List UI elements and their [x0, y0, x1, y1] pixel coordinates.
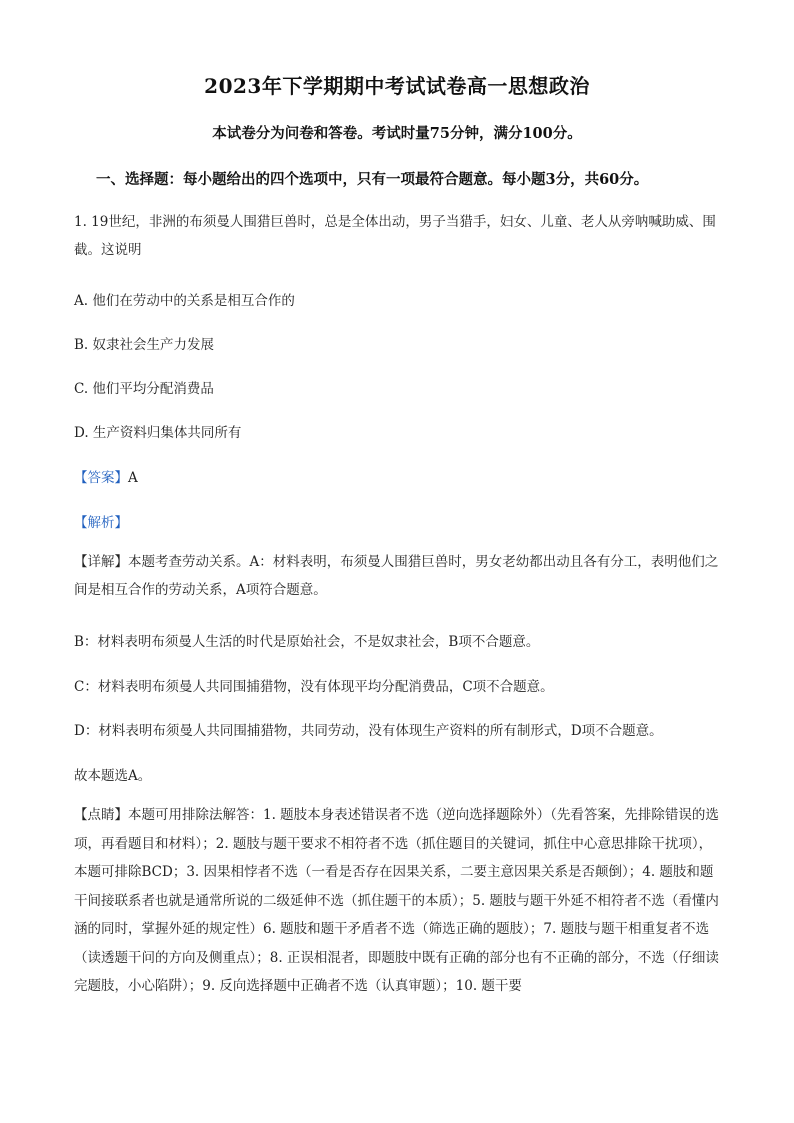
answer-row	[74, 466, 138, 486]
detail-option-c: C：材料表明布须曼人共同围捕猎物，没有体现平均分配消费品，C项不合题意。	[74, 679, 554, 695]
tip-text: 本题可用排除法解答：1. 题肢本身表述错误者不选（逆向选择题除外）（先看答案，先排除错误的选项，再看题目和材料）；2. 题肢与题干要求不相符者不选（抓住题目的关键词，抓住中心意思排除干扰项），本题可排除BCD；3. 因果相悖者不选（一看是否存在因果关系，二要主意因果关系是否颠倒）；4. 题肢和题干间接联系者也就是通常所说的二级延伸不选（抓住题干的本质）；5. 题肢与题干外延不相符者不选（看懂内涵的同时，掌握外延的规定性）6. 题肢和题干矛盾者不选（筛选正确的题肢）；7. 题肢与题干相重复者不选（读透题干问的方向及侧重点）；8. 正误相混者，即题肢中既有正确的部分也有不正确的部分，不选（仔细读完题肢，小心陷阱）；9. 反向选择题中正确者不选（认真审题）；10. 题干要	[74, 807, 719, 994]
answer-label: 【答案】	[74, 470, 128, 486]
detail-option-d: D：材料表明布须曼人共同围捕猎物，共同劳动，没有体现生产资料的所有制形式，D项不合题意。	[74, 723, 663, 739]
question-stem: 1. 19世纪，非洲的布须曼人围猎巨兽时，总是全体出动，男子当猎手，妇女、儿童、老人从旁呐喊助威、围截。这说明	[74, 214, 716, 258]
analysis-label: 【解析】	[74, 515, 128, 531]
detail-text: 本题考查劳动关系。A：材料表明，布须曼人围猎巨兽时，男女老幼都出动且各有分工，表明他们之间是相互合作的劳动关系，A项符合题意。	[74, 554, 719, 598]
option-d: D. 生产资料归集体共同所有	[74, 425, 242, 441]
answer-value: A	[128, 470, 138, 486]
detail-option-b: B：材料表明布须曼人生活的时代是原始社会，不是奴隶社会，B项不合题意。	[74, 634, 540, 650]
exam-instructions: 本试卷分为问卷和答卷。考试时量75分钟，满分100分。	[212, 125, 582, 142]
conclusion: 故本题选A。	[74, 768, 152, 784]
detail-label: 【详解】	[74, 554, 128, 570]
option-a: A. 他们在劳动中的关系是相互合作的	[74, 293, 295, 309]
analysis-row	[74, 511, 128, 531]
option-b: B. 奴隶社会生产力发展	[74, 337, 215, 353]
tip-label: 【点睛】	[74, 807, 128, 823]
detail-paragraph	[74, 548, 724, 604]
section-heading: 一、选择题：每小题给出的四个选项中，只有一项最符合题意。每小题3分，共60分。	[96, 171, 649, 188]
page-title: 2023年下学期期中考试试卷高一思想政治	[204, 74, 590, 98]
option-c: C. 他们平均分配消费品	[74, 381, 214, 397]
tip-paragraph	[74, 801, 724, 1001]
